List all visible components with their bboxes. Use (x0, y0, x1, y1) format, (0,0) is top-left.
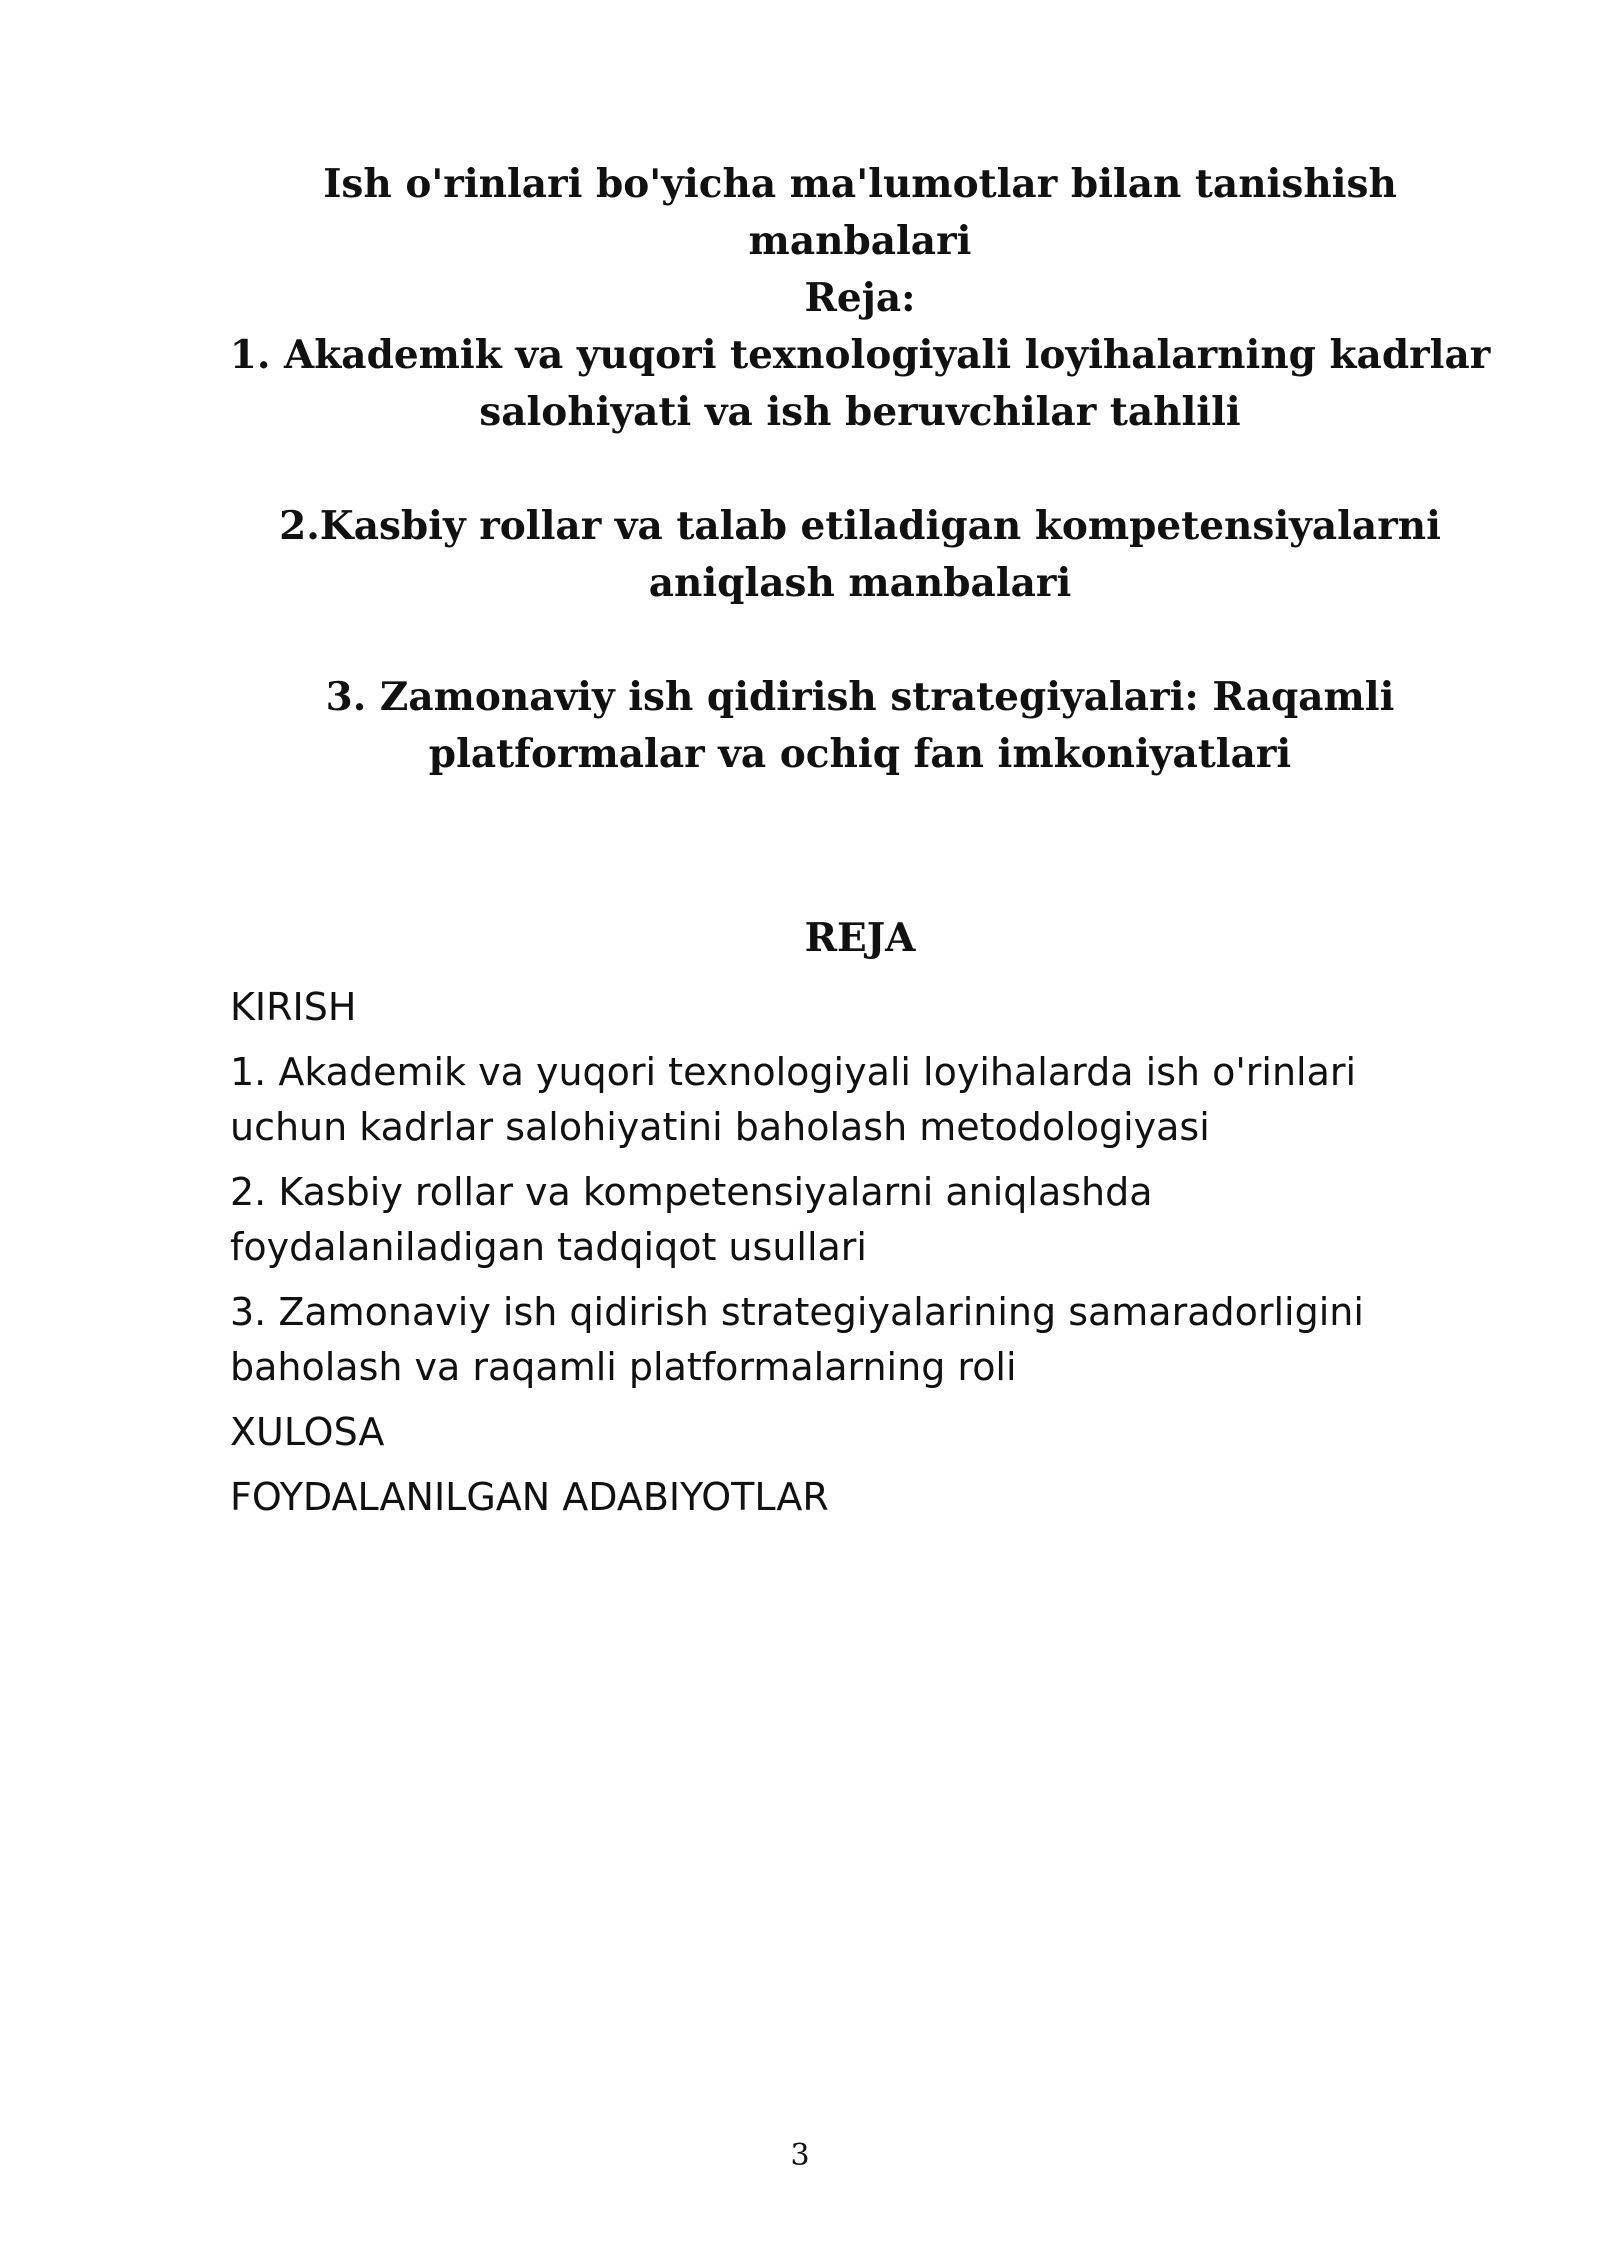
title-line-1: Ish o'rinlari bo'yicha ma'lumotlar bilan tanishish (323, 161, 1397, 207)
toc-item-3-line-1: 3. Zamonaviy ish qidirish strategiyalarining samaradorligini (230, 1290, 1364, 1334)
reja-label: Reja: (804, 275, 916, 321)
table-of-contents (230, 980, 1430, 1535)
toc-item-2-line-2: foydalaniladigan tadqiqot usullari (230, 1225, 867, 1269)
document-header (220, 156, 1500, 783)
page-number: 3 (790, 2138, 810, 2173)
plan-item-2-line-1: 2.Kasbiy rollar va talab etiladigan kompetensiyalarni (279, 503, 1441, 549)
toc-item-2-line-1: 2. Kasbiy rollar va kompetensiyalarni aniqlashda (230, 1170, 1153, 1214)
toc-references: FOYDALANILGAN ADABIYOTLAR (230, 1475, 829, 1519)
toc-item-2 (230, 1165, 1430, 1275)
plan-item-3-line-1: 3. Zamonaviy ish qidirish strategiyalari: Raqamli (325, 674, 1395, 720)
toc-item-3 (230, 1285, 1430, 1395)
plan-item-1-line-2: salohiyati va ish beruvchilar tahlili (479, 389, 1241, 435)
plan-item-1-line-1: 1. Akademik va yuqori texnologiyali loyihalarning kadrlar (229, 332, 1491, 378)
plan-item-2-line-2: aniqlash manbalari (648, 560, 1072, 606)
toc-intro: KIRISH (230, 985, 357, 1029)
title-line-2: manbalari (748, 218, 972, 264)
plan-item-3-line-2: platformalar va ochiq fan imkoniyatlari (428, 731, 1292, 777)
spacer (220, 441, 1500, 498)
reja-heading: REJA (804, 915, 916, 961)
spacer (220, 612, 1500, 669)
toc-conclusion: XULOSA (230, 1410, 385, 1454)
toc-item-1 (230, 1045, 1430, 1155)
toc-item-1-line-2: uchun kadrlar salohiyatini baholash metodologiyasi (230, 1105, 1210, 1149)
toc-item-3-line-2: baholash va raqamli platformalarning roli (230, 1345, 1017, 1389)
toc-item-1-line-1: 1. Akademik va yuqori texnologiyali loyihalarda ish o'rinlari (230, 1050, 1357, 1094)
